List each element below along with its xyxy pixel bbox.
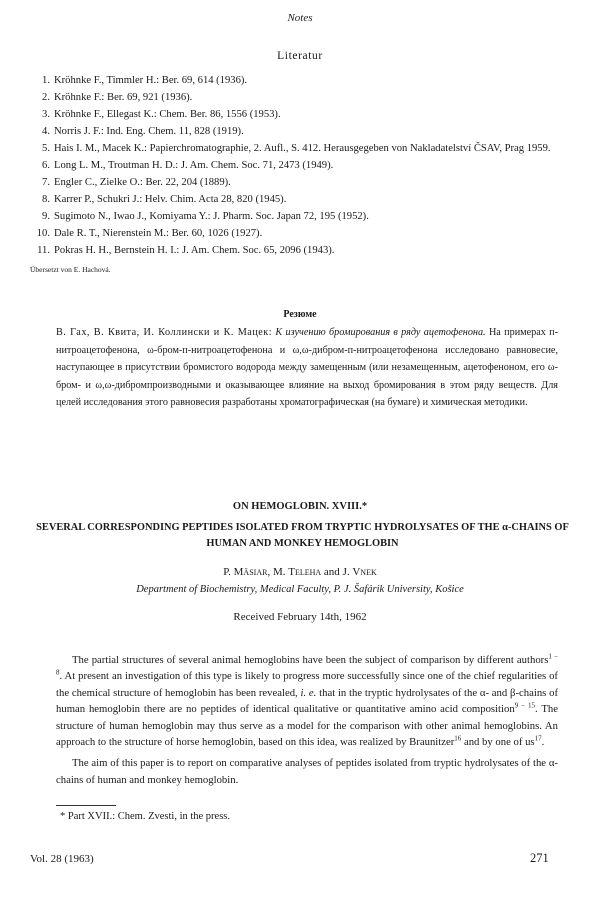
reference-item: 6. Long L. M., Troutman H. D.: J. Am. Chem. Soc. 71, 2473 (1949). [42, 160, 334, 171]
summary-title-italic: К изучению бромирования в ряду ацетофенона. [275, 327, 486, 338]
reference-item: 1. Kröhnke F., Timmler H.: Ber. 69, 614 (1936). [42, 75, 248, 86]
paragraph: The aim of this paper is to report on comparative analyses of peptides isolated from tryptic hydrolysates of the α-chains of human and monkey hemoglobin. [56, 757, 558, 786]
reference-item: 11. Pokras H. H., Bernstein H. I.: J. Am. Chem. Soc. 65, 2096 (1943). [37, 245, 335, 256]
running-header: Notes [287, 12, 313, 24]
references-title: Literatur [277, 50, 323, 62]
volume-info: Vol. 28 (1963) [30, 853, 94, 865]
received-date: Received February 14th, 1962 [233, 611, 367, 623]
author-name: Teleha [288, 566, 322, 578]
reference-item: 8. Karrer P., Schukri J.: Helv. Chim. Acta 28, 820 (1945). [42, 194, 287, 205]
reference-item: 5. Hais I. M., Macek K.: Papierchromatographie, 2. Aufl., S. 412. Herausgegeben von Nakladatelství ČSAV, Prag 1959. [42, 143, 551, 154]
reference-list [30, 72, 575, 259]
reference-item: 2. Kröhnke F.: Ber. 69, 921 (1936). [42, 92, 193, 103]
article-subtitle: SEVERAL CORRESPONDING PEPTIDES ISOLATED FROM TRYPTIC HYDROLYSATES OF THE α-CHAINS OF HUMAN AND MONKEY HEMOGLOBIN [36, 522, 569, 549]
author-name: Mäsiar [233, 566, 268, 578]
reference-item: 7. Engler C., Zielke O.: Ber. 22, 204 (1889). [42, 177, 231, 188]
page-number: 271 [530, 851, 549, 865]
footnote: * Part XVII.: Chem. Zvesti, in the press. [60, 811, 231, 822]
reference-item: 3. Kröhnke F., Ellegast K.: Chem. Ber. 86, 1556 (1953). [42, 109, 281, 120]
article-authors: P. Mäsiar, M. Teleha and J. Vnek [223, 566, 377, 578]
author-name: Vnek [352, 566, 377, 578]
article-title: ON HEMOGLOBIN. XVIII.* [232, 501, 368, 512]
translator-note: Übersetzt von E. Hachová. [30, 265, 111, 274]
reference-item: 4. Norris J. F.: Ind. Eng. Chem. 11, 828 (1919). [42, 126, 244, 137]
summary-text: На примерах п-нитроацетофенона, ω-бром-п-нитроацетофенона и ω,ω-дибром-п-нитроацетофенона исследовано равновесие, наступающее в присутствии бромистого водорода между замещенным (или незамещенным, ацетофеноном, его ω-бром- и ω,ω-дибромпроизводными и оказывающее влияние на выход бромирования в этом ряду веществ. Для целей исследования этого равновесия разработаны хроматографическая (на бумаге) и химическая методики. [56, 327, 558, 409]
affiliation: Department of Biochemistry, Medical Faculty, P. J. Šafárik University, Košice [136, 584, 464, 595]
russian-summary [56, 324, 558, 412]
summary-authors: В. Гах, В. Квита, И. Коллински и К. Мацек: [56, 327, 273, 338]
summary-title: Резюме [283, 309, 317, 320]
paragraph: The partial structures of several animal hemoglobins have been the subject of comparison by different authors$^{1 - 8}$. At present an investigation of this type is likely to progress more successfully since one of the chief regularities of the chemical structure of hemoglobin has been revealed, i. e. that in the tryptic hydrolysates of the α- and β-chains of human hemoglobin there are no peptides of identical qualitative or quantitative amino acid composition$^{9 - 15}$. The structure of human hemoglobin may thus serve as a model for the comparison with other animal hemoglobins. An approach to the structure of horse hemoglobin, based on this idea, was realized by Braunitzer$^{16}$ and by one of $us^{17}$. [56, 652, 559, 749]
reference-item: 10. Dale R. T., Nierenstein M.: Ber. 60, 1026 (1927). [36, 228, 263, 239]
footnote-divider [56, 805, 116, 806]
article-body [56, 652, 558, 788]
reference-item: 9. Sugimoto N., Iwao J., Komiyama Y.: J. Pharm. Soc. Japan 72, 195 (1952). [42, 211, 369, 222]
